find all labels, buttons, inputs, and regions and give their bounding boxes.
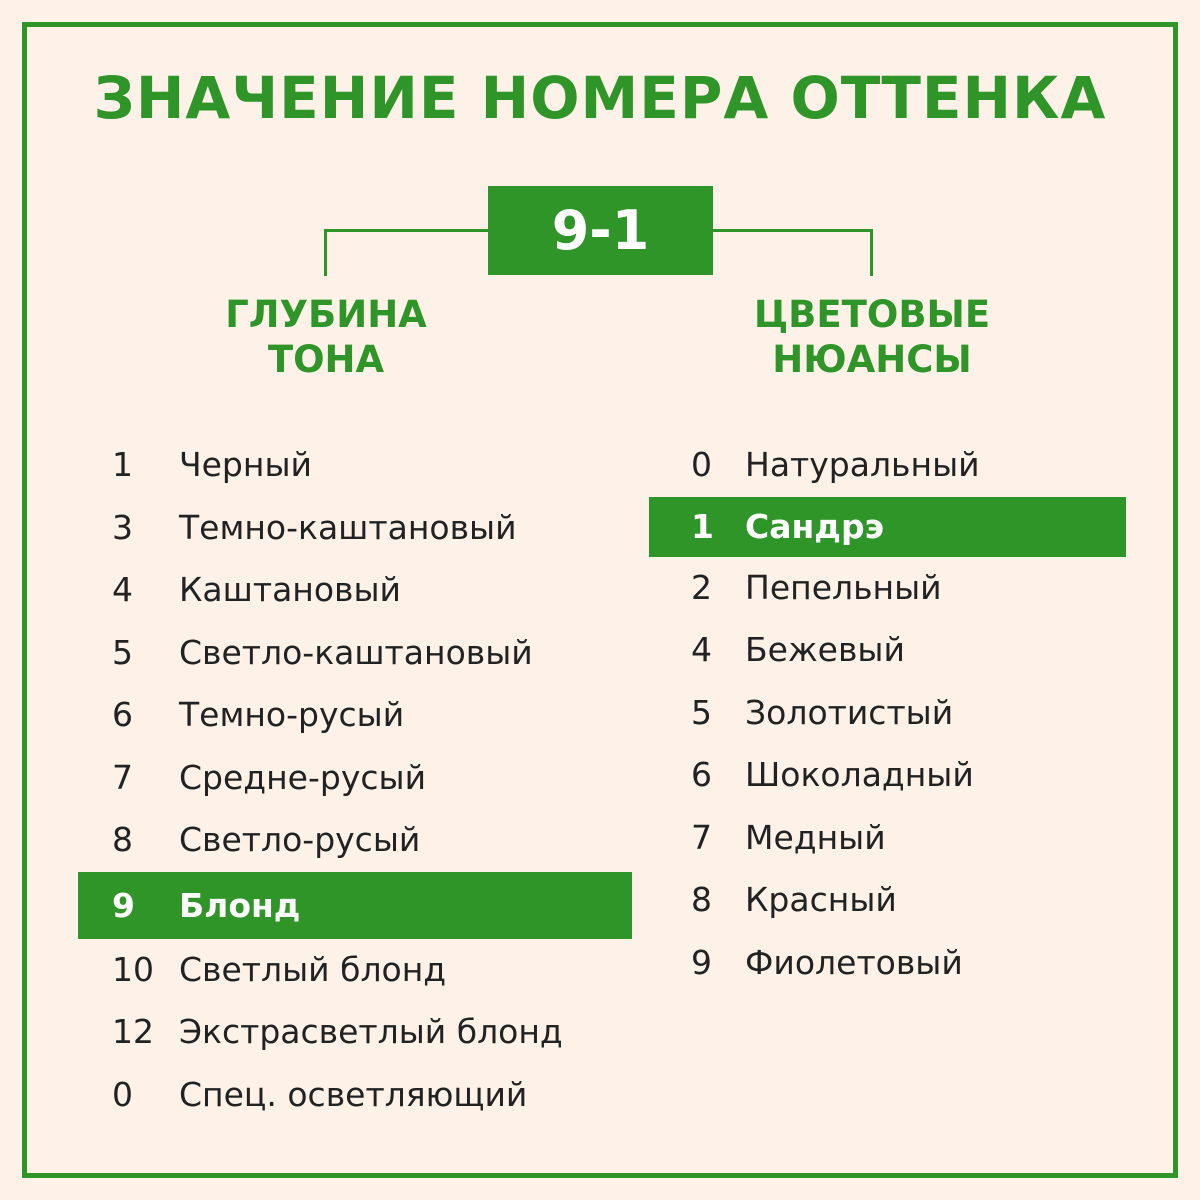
color-nuances-heading-line2: НЮАНСЫ [772,338,972,381]
tone-depth-item-name: Экстрасветлый блонд [179,1012,563,1051]
tone-depth-item-name: Каштановый [179,570,402,609]
tone-depth-item-number: 4 [112,570,133,609]
color-nuance-item [649,619,1126,682]
tone-depth-item-number: 6 [112,695,133,734]
color-nuance-item-number: 2 [691,567,712,607]
tone-depth-item [78,747,632,810]
color-nuance-item [649,932,1126,995]
tone-depth-item-highlighted [78,872,632,939]
color-nuance-item-number: 6 [691,755,712,794]
tone-depth-item [78,809,632,872]
tone-depth-list [78,434,632,1126]
tone-depth-item [78,684,632,747]
tone-depth-item-name: Средне-русый [179,757,427,797]
color-nuance-item-number: 1 [691,506,714,546]
color-nuance-item-name: Золотистый [745,692,954,732]
color-nuance-item-name: Красный [745,880,897,919]
tone-depth-item-number: 10 [112,949,154,989]
color-nuances-heading-line1: ЦВЕТОВЫЕ [753,293,991,336]
tone-depth-item [78,559,632,622]
page-title: ЗНАЧЕНИЕ НОМЕРА ОТТЕНКА [93,64,1107,132]
color-nuance-item-name: Пепельный [745,567,942,607]
tone-depth-item [78,1064,632,1127]
tone-depth-item-number: 1 [112,445,133,484]
tone-depth-item-number: 5 [112,632,133,672]
tone-depth-item-number: 3 [112,507,133,547]
tone-depth-item [78,497,632,560]
tone-depth-item [78,434,632,497]
color-nuances-heading [662,292,1082,382]
tone-depth-item-name: Блонд [179,885,301,925]
tone-depth-item-number: 12 [112,1012,154,1051]
tone-depth-item-number: 0 [112,1074,133,1114]
tone-depth-heading [116,292,536,382]
tone-depth-item-name: Светло-каштановый [179,632,533,672]
color-nuance-item [649,744,1126,807]
shade-code-box: 9-1 [488,186,713,275]
connector-line-left [324,229,491,276]
color-nuance-item-name: Сандрэ [745,506,885,546]
color-nuance-item [649,434,1126,497]
tone-depth-item-name: Светло-русый [179,820,421,859]
color-nuance-item-name: Шоколадный [745,755,974,794]
color-nuance-item-name: Натуральный [745,445,980,484]
color-nuance-item [649,557,1126,620]
color-nuances-list [649,434,1126,994]
color-nuance-item-name: Бежевый [745,630,905,669]
color-nuance-item [649,682,1126,745]
tone-depth-item-number: 9 [112,885,135,925]
tone-depth-item [78,622,632,685]
color-nuance-item [649,869,1126,932]
tone-depth-heading-line1: ГЛУБИНА [225,293,427,336]
color-nuance-item-name: Фиолетовый [745,942,963,982]
tone-depth-item-name: Черный [179,445,312,484]
connector-line-right [713,229,873,276]
color-nuance-item-number: 8 [691,880,712,919]
tone-depth-heading-line2: ТОНА [267,338,385,381]
tone-depth-item-name: Спец. осветляющий [179,1074,528,1114]
tone-depth-item-number: 7 [112,757,133,797]
tone-depth-item-name: Темно-каштановый [179,507,517,547]
tone-depth-item [78,1001,632,1064]
color-nuance-item-number: 7 [691,817,712,857]
color-nuance-item-highlighted [649,497,1126,557]
tone-depth-item-number: 8 [112,820,133,859]
color-nuance-item [649,807,1126,870]
color-nuance-item-number: 9 [691,942,712,982]
color-nuance-item-number: 5 [691,692,712,732]
color-nuance-item-number: 4 [691,630,712,669]
color-nuance-item-name: Медный [745,817,886,857]
tone-depth-item-name: Темно-русый [179,695,405,734]
tone-depth-item [78,939,632,1002]
color-nuance-item-number: 0 [691,445,712,484]
tone-depth-item-name: Светлый блонд [179,949,447,989]
